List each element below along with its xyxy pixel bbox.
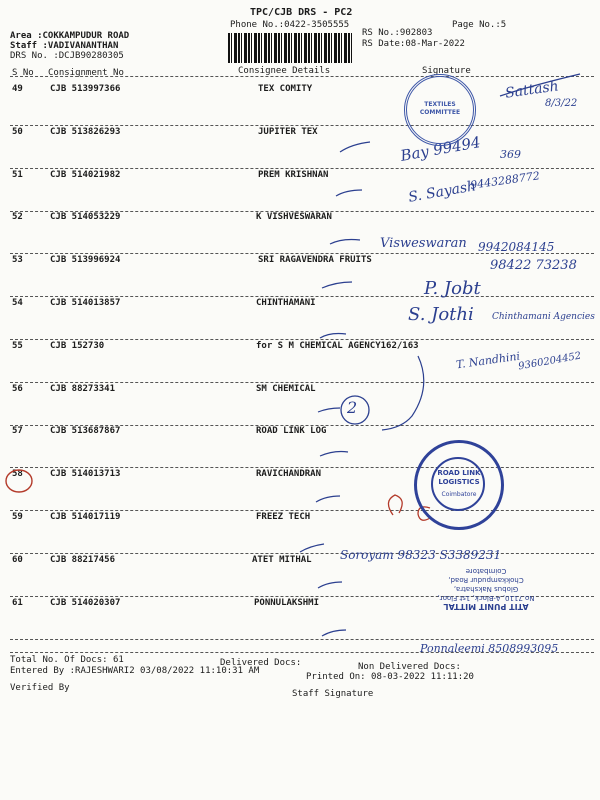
tick-mark-56 xyxy=(318,408,340,412)
mirrored-stamp-line4: Chokkampudur Road, xyxy=(448,576,524,584)
row-consignment-number: CJB 514021982 xyxy=(50,170,121,180)
phone-55: 9360204452 xyxy=(517,350,583,373)
row-consignment-number: CJB 513996924 xyxy=(50,255,121,265)
staff-name: Staff :VADIVANANTHAN xyxy=(10,41,119,51)
phone-53-second: 98422 73238 xyxy=(490,258,577,273)
name-53: Visweswaran xyxy=(380,236,467,251)
tick-mark-52 xyxy=(330,240,360,245)
row-consignment-number: CJB 514013713 xyxy=(50,469,121,479)
rs-date: RS Date:08-Mar-2022 xyxy=(362,39,465,49)
total-docs: Total No. Of Docs: 61 xyxy=(10,655,124,665)
circled-two: 2 xyxy=(347,398,358,417)
date-49: 8/3/22 xyxy=(545,98,578,109)
row-consignment-number: CJB 513997366 xyxy=(50,84,121,94)
row-sno: 52 xyxy=(12,212,23,222)
row58-circle-mark xyxy=(6,470,32,492)
col-consignment: Consignment No xyxy=(48,68,124,78)
textiles-stamp-text: TEXTILES COMMITTEE xyxy=(419,101,461,116)
tick-mark-57 xyxy=(320,452,348,457)
row-consignee: PONNULAKSHMI xyxy=(254,598,320,608)
row-consignment-number: CJB 152730 xyxy=(50,341,105,351)
row-consignment-number: CJB 514020307 xyxy=(50,598,121,608)
mirrored-stamp-line2: No.7110, A-Block, 1st Floor, xyxy=(437,594,535,602)
row-consignee: SM CHEMICAL xyxy=(256,384,316,394)
drs-number: DRS No. :DCJB90280305 xyxy=(10,51,124,61)
road-link-stamp-city: Coimbatore xyxy=(441,491,477,498)
row-consignee: JUPITER TEX xyxy=(258,127,318,137)
name-55: T. Nandhini xyxy=(455,349,521,372)
delivered-docs: Delivered Docs: xyxy=(220,658,302,668)
footer-divider xyxy=(10,652,594,653)
row-sno: 50 xyxy=(12,127,23,137)
staff-signature: Staff Signature xyxy=(292,689,374,699)
row-consignee: CHINTHAMANI xyxy=(256,298,316,308)
bracket-55-56 xyxy=(382,356,424,430)
row-consignment-number: CJB 513687867 xyxy=(50,426,121,436)
row-consignee: TEX COMITY xyxy=(258,84,313,94)
area: Area :COKKAMPUDUR ROAD xyxy=(10,31,130,41)
row-sno: 56 xyxy=(12,384,23,394)
row-consignment-number: CJB 514053229 xyxy=(50,212,121,222)
row-sno: 55 xyxy=(12,341,23,351)
mirrored-stamp-line5: Coimbatore xyxy=(465,567,507,575)
page-number: Page No.:5 xyxy=(452,20,507,30)
row-sno: 54 xyxy=(12,298,23,308)
entered-by: Entered By :RAJESHWARI2 03/08/2022 11:10:31 AM xyxy=(10,666,260,676)
row-consignee: SRI RAGAVENDRA FRUITS xyxy=(258,255,372,265)
row-consignment-number: CJB 88273341 xyxy=(50,384,116,394)
row-consignee: PREM KRISHNAN xyxy=(258,170,329,180)
road-link-stamp xyxy=(414,440,504,530)
row-consignee: ATET MITHAL xyxy=(252,555,312,565)
row-consignee: FREEZ TECH xyxy=(256,512,311,522)
row-consignee: RAVICHANDRAN xyxy=(256,469,322,479)
row-sno: 61 xyxy=(12,598,23,608)
phone-53: 9942084145 xyxy=(478,240,555,254)
tick-mark-50 xyxy=(340,142,370,152)
row-sno: 49 xyxy=(12,84,23,94)
drs-title: TPC/CJB DRS - PC2 xyxy=(250,7,353,18)
row-sno: 58 xyxy=(12,469,23,479)
row-sno: 53 xyxy=(12,255,23,265)
tick-mark-53 xyxy=(322,282,352,288)
row-consignment-number: CJB 88217456 xyxy=(50,555,116,565)
tick-mark-61 xyxy=(322,630,346,636)
road-link-stamp-text: ROAD LINK LOGISTICS xyxy=(437,469,481,486)
col-sno: S No xyxy=(12,68,34,78)
phone-51: 9443288772 xyxy=(469,169,541,192)
red-d-mark xyxy=(388,495,402,515)
chinthamani-agencies: Chinthamani Agencies xyxy=(492,312,595,322)
row-consignee: ROAD LINK LOG xyxy=(256,426,327,436)
row-consignment-number: CJB 514017119 xyxy=(50,512,121,522)
textiles-committee-stamp xyxy=(404,74,476,146)
signature-54: P. Jobt xyxy=(424,278,481,299)
rs-number: RS No.:902803 xyxy=(362,28,433,38)
row-consignment-number: CJB 514013857 xyxy=(50,298,121,308)
row-sno: 51 xyxy=(12,170,23,180)
row-consignee: K VISHVESWARAN xyxy=(256,212,332,222)
phone-number: Phone No.:0422-3505555 xyxy=(230,20,350,30)
non-delivered-docs: Non Delivered Docs: xyxy=(358,662,461,672)
tick-mark-51 xyxy=(336,190,362,196)
signature-54-second: S. Jothi xyxy=(408,304,474,325)
signature-50: Bay 99494 xyxy=(399,133,482,165)
signature-49: Sattash xyxy=(504,78,560,102)
mirrored-stamp-line1: ATIT PUNIT MITTAL xyxy=(443,602,529,611)
tick-mark-60 xyxy=(318,582,342,588)
verified-by: Verified By xyxy=(10,683,70,693)
signature-50-number: 369 xyxy=(500,148,521,161)
row-consignee: for S M CHEMICAL AGENCY162/163 xyxy=(256,341,419,351)
mirrored-address-stamp xyxy=(420,566,552,611)
col-signature: Signature xyxy=(422,66,471,76)
tick-mark-54 xyxy=(320,334,346,339)
row-sno: 59 xyxy=(12,512,23,522)
mirrored-stamp-line3: Globus Nakshatra, xyxy=(453,585,519,593)
row-consignment-number: CJB 513826293 xyxy=(50,127,121,137)
row-sno: 57 xyxy=(12,426,23,436)
tick-mark-58 xyxy=(316,496,340,502)
signature-61: Ponnaleemi 8508993095 xyxy=(420,642,559,655)
tick-mark-59 xyxy=(300,544,324,552)
col-consignee: Consignee Details xyxy=(238,66,331,76)
signature-51: S. Sayash xyxy=(407,178,478,206)
row-sno: 60 xyxy=(12,555,23,565)
printed-on: Printed On: 08-03-2022 11:11:20 xyxy=(306,672,474,682)
signature-60: Soroyam 98323 S3389231 xyxy=(340,548,502,562)
